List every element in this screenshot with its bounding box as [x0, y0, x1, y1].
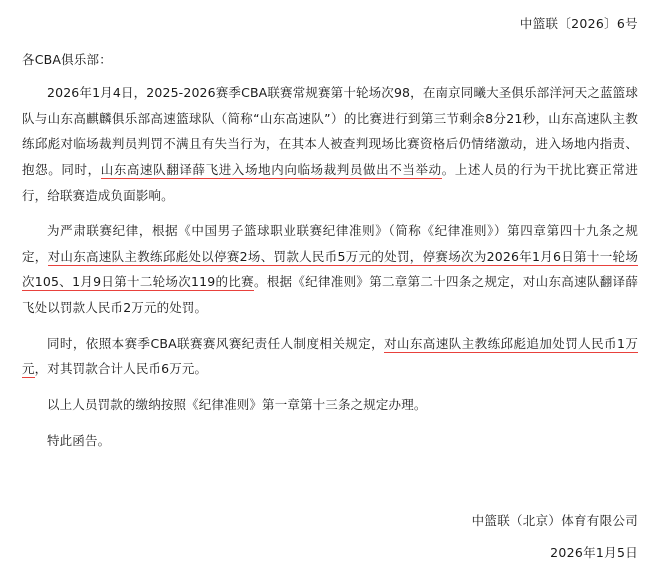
paragraph-3-segment-3: ，对其罚款合计人民币6万元。 — [34, 361, 208, 377]
paragraph-5 — [22, 428, 638, 454]
paragraph-3 — [22, 331, 638, 382]
document-number: 中篮联〔2026〕6号 — [519, 16, 638, 31]
paragraph-5-segment-1: 特此函告。 — [47, 432, 111, 448]
paragraph-3-segment-1: 同时，依照本赛季CBA联赛赛风赛纪责任人制度相关规定， — [47, 335, 385, 351]
paragraph-1-segment-1: 2026年1月4日，2025-2026赛季CBA联赛常规赛第十轮场次98，在南京同曦大圣俱乐部洋河天之蓝篮球队与山东高麒麟俱乐部高速篮球队（简称“山东高速队”）的比赛进行到第三节剩余8分21秒，山东高速队主教练邱彪对临场裁判员判罚不满且有失当行为，在其本人被查判现场比赛资格后仍情绪激动，进入场地内指责、抱怨。同时， — [22, 85, 638, 177]
paragraph-1-segment-3: 。上述人员的行为干扰比赛正常进行，给联赛造成负面影响。 — [22, 161, 638, 203]
paragraph-1 — [22, 80, 638, 208]
paragraph-2-segment-1: 为严肃联赛纪律，根据《中国男子篮球职业联赛纪律准则》（简称《纪律准则》）第四章第四十九条之规定， — [22, 223, 638, 264]
document-signature-date: 2026年1月5日 — [550, 545, 638, 561]
document-salutation: 各CBA俱乐部： — [22, 52, 112, 67]
paragraph-4-segment-1: 以上人员罚款的缴纳按照《纪律准则》第一章第十三条之规定办理。 — [47, 396, 427, 412]
paragraph-1-segment-2-highlight: 山东高速队翻译薛飞进入场地内向临场裁判员做出不当举动 — [100, 161, 442, 177]
document-signature: 中篮联（北京）体育有限公司 — [471, 513, 638, 529]
paragraph-2 — [22, 218, 638, 321]
paragraph-2-segment-3: 。根据《纪律准则》第二章第二十四条之规定，对山东高速队翻译薛飞处以罚款人民币2万元的处罚。 — [22, 274, 638, 315]
paragraph-3-segment-2-highlight: 对山东高速队主教练邱彪追加处罚人民币1万元 — [22, 335, 638, 377]
paragraph-2-segment-2-highlight: 对山东高速队主教练邱彪处以停赛2场、罚款人民币5万元的处罚，停赛场次为2026年1月6日第十一轮场次105、1月9日第十二轮场次119的比赛 — [22, 248, 638, 290]
paragraph-4 — [22, 392, 638, 418]
